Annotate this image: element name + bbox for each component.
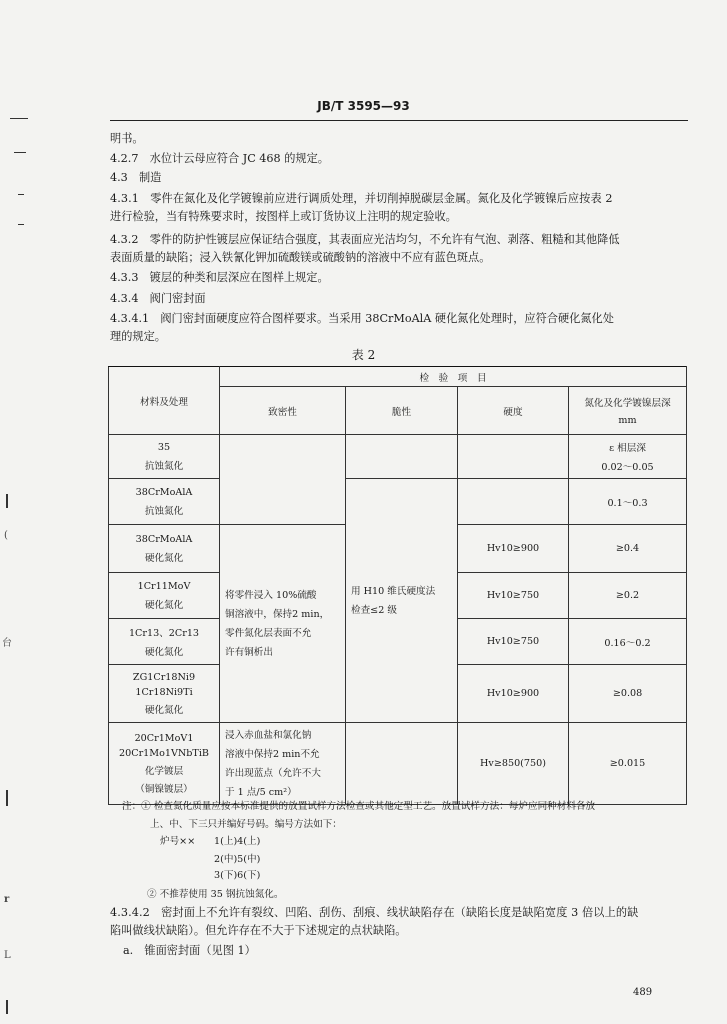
- note-2: ② 不推荐使用 35 钢抗蚀氮化。: [147, 889, 284, 900]
- cell-material: [109, 619, 220, 665]
- material-line: 1Cr18Ni9Ti: [135, 686, 193, 698]
- note-1-line2: 上、中、下三只并编好号码。编号方法如下：: [150, 819, 342, 830]
- margin-mark: [18, 194, 24, 195]
- furnace-label: 炉号××: [160, 836, 196, 847]
- margin-glyph: (: [4, 530, 8, 541]
- cell-depth: ≥0.4: [569, 525, 687, 573]
- material-line: （铜镍镀层）: [135, 783, 193, 795]
- table-row: [109, 479, 687, 525]
- cell-hardness: Hv≥850(750): [458, 723, 569, 805]
- margin-glyph: r: [4, 894, 10, 905]
- material-line: 硬化氮化: [144, 552, 184, 564]
- cell-material: [109, 525, 220, 573]
- cell-depth: ≥0.015: [569, 723, 687, 805]
- material-line: 硬化氮化: [144, 647, 184, 658]
- clause-4-3-3: 4.3.3 镀层的种类和层深应在图样上规定。: [110, 271, 329, 284]
- header-depth-unit: mm: [618, 415, 637, 426]
- header-brittleness: 脆性: [346, 387, 458, 435]
- density-line: 铜溶液中，保持2 min，: [225, 608, 330, 620]
- clause-4-3-4-2-line2: 陷叫做线状缺陷）。但允许存在不大于下述规定的点状缺陷。: [110, 924, 407, 937]
- cell-hardness: [458, 435, 569, 479]
- inspection-table: [108, 366, 687, 805]
- header-inspection-items: 检 验 项 目: [220, 367, 687, 387]
- material-line: 抗蚀氮化: [144, 460, 184, 472]
- margin-mark: [10, 118, 28, 119]
- clause-4-2-7: 4.2.7 水位计云母应符合 JC 468 的规定。: [110, 152, 329, 165]
- clause-4-3-4-heading: 4.3.4 阀门密封面: [110, 292, 206, 305]
- density-line: 将零件浸入 10%硫酸: [225, 589, 317, 601]
- margin-glyph: 台: [2, 638, 12, 649]
- cell-material: [109, 723, 220, 805]
- header-layer-depth: [569, 387, 687, 435]
- margin-mark: [14, 152, 26, 153]
- table-row: [109, 435, 687, 479]
- section-4-3-heading: 4.3 制造: [110, 171, 162, 184]
- material-line: 化学镀层: [144, 765, 184, 777]
- material-line: 1Cr13、2Cr13: [128, 628, 200, 639]
- table-row: [109, 723, 687, 805]
- margin-mark: [6, 1000, 8, 1014]
- cell-density-nitride: [220, 525, 346, 723]
- cell-hardness: Hv10≥750: [458, 619, 569, 665]
- material-line: 20Cr1MoV1: [134, 732, 194, 744]
- density-line: 许出现蓝点（允许不大: [225, 767, 321, 779]
- note-1-line1: 注：① 检查氮化质量应按本标准提供的放置试样方法检查或其他定型工艺。放置试样方法：每炉应同种材料各放: [122, 801, 596, 812]
- page-header: JB/T 3595—93: [317, 99, 410, 113]
- clause-4-3-2-line1: 4.3.2 零件的防护性镀层应保证结合强度，其表面应光洁均匀，不允许有气泡、剥落、粗糙和其他降低: [110, 233, 620, 246]
- material-line: 35: [157, 441, 171, 453]
- material-line: 1Cr11MoV: [137, 580, 191, 592]
- margin-mark: [18, 224, 24, 225]
- cell-depth: 0.1～0.3: [569, 479, 687, 525]
- clause-4-3-1-line1: 4.3.1 零件在氮化及化学镀镍前应进行调质处理，并切削掉脱碳层金属。氮化及化学镀镍后应按表 2: [110, 192, 613, 205]
- cell-material: [109, 573, 220, 619]
- cell-material: [109, 479, 220, 525]
- page-number: 489: [633, 987, 653, 998]
- density-line: 零件氮化层表面不允: [225, 627, 312, 639]
- material-line: 38CrMoAlA: [135, 533, 193, 545]
- margin-mark: [6, 494, 8, 508]
- code-line: 1(上)4(上): [214, 836, 261, 847]
- depth-line: ε 相层深: [609, 443, 646, 454]
- cell-material: [109, 435, 220, 479]
- cell-hardness: Hv10≥750: [458, 573, 569, 619]
- material-line: 硬化氮化: [144, 599, 184, 611]
- brittleness-line: 用 H10 维氏硬度法: [351, 585, 436, 597]
- cell-density-empty: [220, 435, 346, 525]
- clause-4-3-4-1-line2: 理的规定。: [110, 330, 166, 343]
- cell-brittleness-empty: [346, 435, 458, 479]
- cell-hardness: [458, 479, 569, 525]
- clause-4-3-4-2-line1: 4.3.4.2 密封面上不允许有裂纹、凹陷、刮伤、刮痕、线状缺陷存在（缺陷长度是缺陷宽度 3 倍以上的缺: [110, 906, 639, 919]
- density-line: 浸入赤血盐和氯化钠: [225, 729, 312, 741]
- material-line: 20Cr1Mo1VNbTiB: [119, 747, 209, 759]
- header-depth-line1: 氮化及化学镀镍层深: [584, 398, 671, 409]
- brittleness-line: 检查≤2 级: [351, 604, 397, 616]
- cell-hardness: Hv10≥900: [458, 665, 569, 723]
- cell-brittleness-empty: [346, 723, 458, 805]
- margin-glyph: L: [4, 950, 11, 961]
- cell-brittleness-method: [346, 479, 458, 723]
- code-line: 3(下)6(下): [214, 870, 261, 881]
- header-density: 致密性: [220, 387, 346, 435]
- material-line: ZG1Cr18Ni9: [132, 671, 196, 683]
- header-rule: [110, 120, 688, 121]
- cell-depth: 0.16～0.2: [569, 619, 687, 665]
- margin-mark: [6, 790, 8, 806]
- header-hardness: 硬度: [458, 387, 569, 435]
- material-line: 硬化氮化: [144, 704, 184, 716]
- cell-material: [109, 665, 220, 723]
- clause-4-3-1-line2: 进行检验，当有特殊要求时，按图样上或订货协议上注明的规定验收。: [110, 210, 457, 223]
- cell-hardness: Hv10≥900: [458, 525, 569, 573]
- code-line: 2(中)5(中): [214, 854, 261, 865]
- cell-depth: ≥0.2: [569, 573, 687, 619]
- header-material: 材料及处理: [109, 367, 220, 435]
- table-caption: 表 2: [351, 348, 376, 362]
- cell-depth: [569, 435, 687, 479]
- cell-depth: ≥0.08: [569, 665, 687, 723]
- para-continuation: 明书。: [110, 132, 144, 145]
- density-line: 许有铜析出: [225, 646, 273, 658]
- depth-line: 0.02～0.05: [601, 462, 654, 473]
- density-line: 于 1 点/5 cm²）: [225, 786, 297, 798]
- clause-4-3-2-line2: 表面质量的缺陷；浸入铁氰化钾加硫酸镁或硫酸钠的溶液中不应有蓝色斑点。: [110, 251, 491, 264]
- cell-density-plating: [220, 723, 346, 805]
- item-a: a. 锥面密封面（见图 1）: [123, 944, 256, 957]
- clause-4-3-4-1-line1: 4.3.4.1 阀门密封面硬度应符合图样要求。当采用 38CrMoAlA 硬化氮化处理时，应符合硬化氮化处: [110, 312, 614, 325]
- material-line: 抗蚀氮化: [144, 505, 184, 517]
- density-line: 溶液中保持2 min不允: [225, 748, 320, 760]
- material-line: 38CrMoAlA: [135, 486, 193, 498]
